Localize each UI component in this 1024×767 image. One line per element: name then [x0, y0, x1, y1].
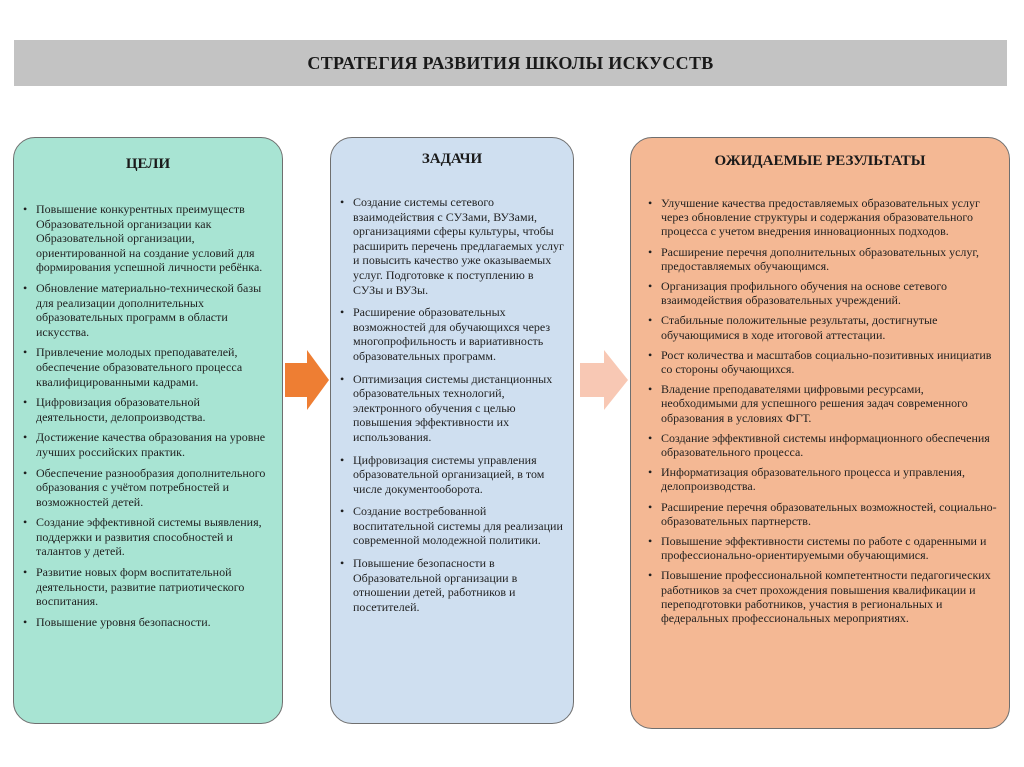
results-item: • Улучшение качества предоставляемых образовательных услуг через обновление структуры и содержания образовательного процесса с учетом внедрения инновационных подходов.	[645, 196, 997, 239]
results-item: • Повышение профессиональной компетентности педагогических работников за счет прохождения повышения квалификации и переподготовки работников, участия в региональных и федеральных профессиональных мероприятиях.	[645, 568, 997, 625]
goals-item: • Развитие новых форм воспитательной деятельности, развитие патриотического воспитания.	[20, 565, 274, 609]
goals-item: • Создание эффективной системы выявления, поддержки и развития способностей и талантов у детей.	[20, 515, 274, 559]
results-item: • Организация профильного обучения на основе сетевого взаимодействия образовательных учреждений.	[645, 279, 997, 307]
goals-item: • Повышение уровня безопасности.	[20, 615, 274, 630]
tasks-item: • Цифровизация системы управления образовательной организацией, в том числе документооборота.	[337, 453, 565, 497]
results-item: • Рост количества и масштабов социально-позитивных инициатив со стороны обучающихся.	[645, 348, 997, 376]
arrow-tasks-to-results	[580, 350, 628, 410]
right-arrow-icon	[580, 350, 628, 410]
results-list	[645, 196, 997, 631]
tasks-heading: ЗАДАЧИ	[421, 151, 483, 167]
goals-heading: ЦЕЛИ	[125, 156, 171, 172]
results-item: • Владение преподавателями цифровыми ресурсами, необходимыми для успешного решения задач современного образования в условиях ФГТ.	[645, 382, 997, 425]
goals-item: • Обеспечение разнообразия дополнительного образования с учётом потребностей и возможностей детей.	[20, 466, 274, 510]
tasks-item: • Расширение образовательных возможностей для обучающихся через многопрофильность и вариативность образовательных программ.	[337, 305, 565, 363]
results-item: • Расширение перечня образовательных возможностей, социально- образовательных партнерств.	[645, 500, 997, 528]
results-item: • Стабильные положительные результаты, достигнутые обучающимися в ходе итоговой аттестации.	[645, 313, 997, 341]
goals-list	[20, 202, 274, 635]
goals-item: • Достижение качества образования на уровне лучших российских практик.	[20, 430, 274, 459]
tasks-item: • Создание востребованной воспитательной системы для реализации современной молодежной политики.	[337, 504, 565, 548]
goals-box	[13, 137, 283, 724]
tasks-box	[330, 137, 574, 724]
tasks-item: • Повышение безопасности в Образовательной организации в отношении детей, работников и посетителей.	[337, 556, 565, 614]
title-bar	[14, 40, 1007, 86]
results-item: • Создание эффективной системы информационного обеспечения образовательного процесса.	[645, 431, 997, 459]
results-item: • Повышение эффективности системы по работе с одаренными и профессионально-ориентируемыми обучающимися.	[645, 534, 997, 562]
tasks-list	[337, 195, 565, 622]
results-item: • Информатизация образовательного процесса и управления, делопроизводства.	[645, 465, 997, 493]
results-item: • Расширение перечня дополнительных образовательных услуг, предоставляемых обучающимся.	[645, 245, 997, 273]
page-title: СТРАТЕГИЯ РАЗВИТИЯ ШКОЛЫ ИСКУССТВ	[307, 52, 714, 73]
goals-item: • Повышение конкурентных преимуществ Образовательной организации как Образовательной организации, ориентированной на создание условий для формирования успешной личности ребёнка.	[20, 202, 274, 275]
arrow-goals-to-tasks	[285, 350, 329, 410]
tasks-item: • Оптимизация системы дистанционных образовательных технологий, электронного обучения с целью повышения эффективности их использования.	[337, 372, 565, 445]
goals-item: • Обновление материально-технической базы для реализации дополнительных образовательных программ в области искусства.	[20, 281, 274, 339]
results-heading: ОЖИДАЕМЫЕ РЕЗУЛЬТАТЫ	[714, 153, 926, 169]
right-arrow-icon	[285, 350, 329, 410]
goals-item: • Цифровизация образовательной деятельности, делопроизводства.	[20, 395, 274, 424]
results-box	[630, 137, 1010, 729]
tasks-item: • Создание системы сетевого взаимодействия с СУЗами, ВУЗами, организациями сферы культуры, чтобы расширить перечень предлагаемых услуг и повысить качество уже оказываемых услуг. Подготовке к поступлению в СУЗы и ВУЗы.	[337, 195, 565, 297]
goals-item: • Привлечение молодых преподавателей, обеспечение образовательного процесса квалифицированными кадрами.	[20, 345, 274, 389]
